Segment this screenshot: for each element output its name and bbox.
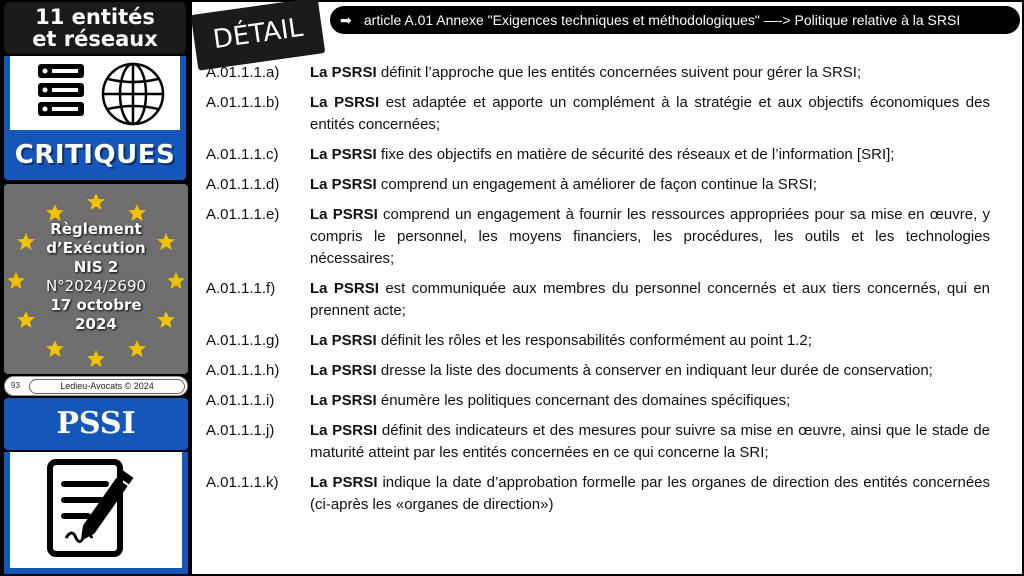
item-body: comprend un engagement à améliorer de façon continue la SRSI; [376,176,817,193]
item-body: indique la date d’approbation formelle par les organes de direction des entités concernées (ci-après les «organes de direction») [310,474,990,513]
eu-regulation-panel [4,184,188,374]
eu-line-4: N°2024/2690 [45,277,147,295]
item-subject: La PSRSI [310,280,379,297]
title-line-2: et réseaux [32,27,158,51]
eu-line-6: 2024 [75,315,117,333]
list-item [206,204,990,270]
pssi-icon-panel [4,452,188,574]
item-body: fixe des objectifs en matière de sécurité des réseaux et de l’information [SRI]; [376,146,895,163]
item-body: dresse la liste des documents à conserver en indiquant leur durée de conservation; [376,362,933,379]
item-text [310,204,990,270]
eu-line-5: 17 octobre [50,296,142,314]
item-text [310,92,990,136]
list-item [206,472,990,516]
eu-regulation-text [4,220,188,334]
item-body: définit des indicateurs et des mesures pour suivre sa mise en œuvre, ainsi que le stade de maturité atteint par les entités concernées en ce qui concerne la SRI; [310,422,991,461]
footer-credit: Ledieu-Avocats © 2024 [29,379,185,394]
item-ref: A.01.1.1.h) [206,362,280,379]
item-body: énumère les politiques concernant des domaines spécifiques; [376,392,791,409]
eu-line-3: NIS 2 [73,258,119,276]
item-ref: A.01.1.1.d) [206,176,280,193]
item-ref: A.01.1.1.c) [206,146,279,163]
sidebar-title [4,2,186,54]
item-ref: A.01.1.1.g) [206,332,280,349]
item-ref: A.01.1.1.a) [206,64,280,81]
item-body: définit l’approche que les entités concernées suivent pour gérer la SRSI; [376,64,862,81]
item-subject: La PSRSI [310,146,377,163]
item-ref: A.01.1.1.e) [206,206,280,223]
critiques-banner: CRITIQUES [4,130,186,180]
item-subject: La PSRSI [310,392,377,409]
list-item [206,92,990,136]
item-text [310,390,990,412]
eu-line-2: d’Exécution [46,239,146,257]
item-subject: La PSRSI [310,64,377,81]
eu-line-1: Règlement [50,220,142,238]
list-item [206,330,990,352]
pssi-banner: PSSI [4,398,188,450]
slide-number: 93 [11,381,20,390]
requirements-list [206,62,990,524]
item-text [310,472,990,516]
item-body: comprend un engagement à fournir les ressources appropriées pour sa mise en œuvre, y compris le personnel, les moyens financiers, les procédures, les outils et les technologies nécessaires; [310,206,991,267]
detail-badge: DÉTAIL [191,0,326,71]
item-text [310,360,990,382]
list-item [206,390,990,412]
item-subject: La PSRSI [310,206,378,223]
list-item [206,360,990,382]
item-ref: A.01.1.1.b) [206,94,280,111]
item-subject: La PSRSI [310,362,377,379]
list-item [206,174,990,196]
item-subject: La PSRSI [310,176,377,193]
item-ref: A.01.1.1.j) [206,422,275,439]
item-body: est communiquée aux membres du personnel concernés et aux tiers concernés, qui en prennent acte; [310,280,991,319]
list-item [206,62,990,84]
list-item [206,144,990,166]
item-text [310,144,990,166]
item-ref: A.01.1.1.i) [206,392,275,409]
item-subject: La PSRSI [310,332,377,349]
document-signature-icon [10,452,182,568]
item-ref: A.01.1.1.k) [206,474,279,491]
item-text [310,62,990,84]
item-subject: La PSRSI [310,474,378,491]
item-text [310,330,990,352]
header-bar [330,6,1020,34]
header-text: article A.01 Annexe "Exigences techniques et méthodologiques" —-> Politique relative à la SRSI [363,12,961,28]
item-text [310,420,990,464]
item-text [310,278,990,322]
sidebar [0,0,190,576]
item-subject: La PSRSI [310,422,378,439]
footer-bar [4,376,188,396]
item-body: est adaptée et apporte un complément à la stratégie et aux objectifs économiques des entités concernées; [310,94,990,133]
list-item [206,278,990,322]
item-text [310,174,990,196]
list-item [206,420,990,464]
item-ref: A.01.1.1.f) [206,280,276,297]
item-subject: La PSRSI [310,94,380,111]
title-line-1: 11 entités [35,5,155,29]
arrow-right-icon: ➡ [340,12,352,28]
globe-icon [98,59,168,129]
item-body: définit les rôles et les responsabilités conformément au point 1.2; [376,332,812,349]
network-icon-panel [4,56,186,132]
